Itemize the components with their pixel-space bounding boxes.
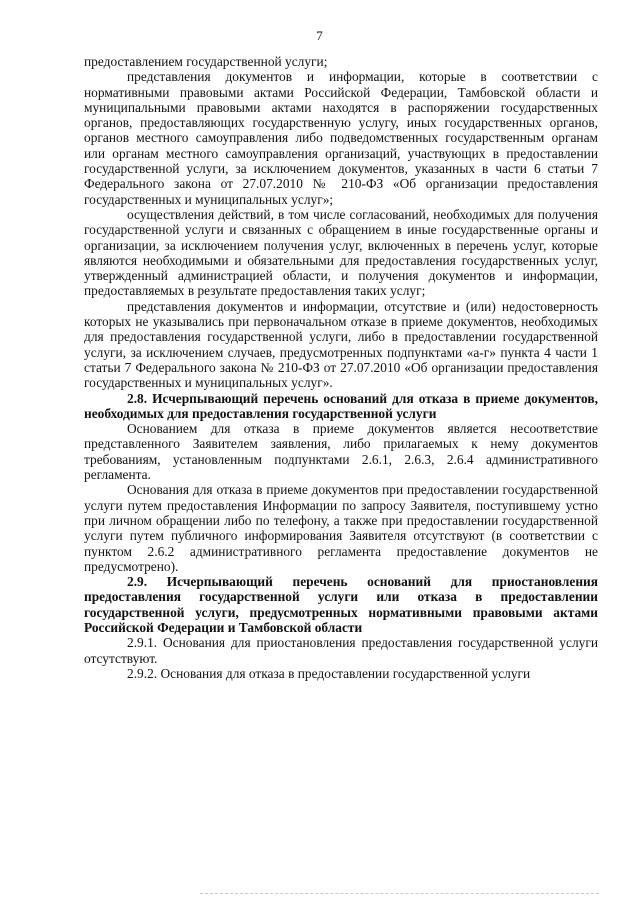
footer-divider <box>200 893 599 894</box>
document-body <box>84 54 598 681</box>
paragraph-2-9-2: 2.9.2. Основания для отказа в предоставлении государственной услуги <box>127 665 531 681</box>
section-heading-2-9: 2.9. Исчерпывающий перечень оснований для приостановления предоставления государственной услуги или отказа в предоставлении государственной услуги, предусмотренных нормативными правовыми актами Российской Федерации и Тамбовской области <box>84 574 598 635</box>
page-number: 7 <box>316 28 323 43</box>
paragraph-actions-approvals: осуществления действий, в том числе согласований, необходимых для получения государственной услуги и связанных с обращением в иные государственные органы и организации, за исключением получения услуг, включенных в перечень услуг, которые являются необходимыми и обязательными для предоставления государственных услуг, утвержденный администрацией области, и получения документов и информации, предоставляемых в результате предоставления таких услуг; <box>84 206 598 299</box>
paragraph-documents-info: представления документов и информации, которые в соответствии с нормативными правовыми актами Российской Федерации, Тамбовской области и муниципальными правовыми актами находятся в распоряжении государственных органов, предоставляющих государственную услугу, иных государственных органов, органов местного самоуправления либо подведомственных государственным органам или органам местного самоуправления организаций, участвующих в предоставлении государственной услуги, за исключением документов, указанных в части 6 статьи 7 Федерального закона от 27.07.2010 № 210-ФЗ «Об организации предоставления государственных и муниципальных услуг»; <box>84 69 598 207</box>
section-heading-2-8: 2.8. Исчерпывающий перечень оснований для отказа в приеме документов, необходимых для предоставления государственной услуги <box>84 390 598 421</box>
paragraph-missing-documents: представления документов и информации, отсутствие и (или) недостоверность которых не указывались при первоначальном отказе в приеме документов, необходимых для предоставления государственной услуги, либо в предоставлении государственной услуги, за исключением случаев, предусмотренных подпунктами «а-г» пункта 4 части 1 статьи 7 Федерального закона № 210-ФЗ от 27.07.2010 «Об организации предоставления государственных и муниципальных услуг». <box>84 298 598 391</box>
paragraph-refusal-basis: Основанием для отказа в приеме документов является несоответствие представленного Заявителем заявления, либо прилагаемых к нему документов требованиям, установленным подпунктами 2.6.1, 2.6.3, 2.6.4 административного регламента. <box>84 421 598 483</box>
paragraph-refusal-none: Основания для отказа в приеме документов при предоставлении государственной услуги путем предоставления Информации по запросу Заявителя, поступившему устно при личном обращении либо по телефону, а также при предоставлении государственной услуги путем публичного информирования Заявителя отсутствуют (в соответствии с пунктом 2.6.2 административного регламента предоставление документов не предусмотрено). <box>84 482 598 574</box>
paragraph-continuation: предоставлением государственной услуги; <box>84 54 328 69</box>
paragraph-2-9-1: 2.9.1. Основания для приостановления предоставления государственной услуги отсутствуют. <box>84 635 598 666</box>
